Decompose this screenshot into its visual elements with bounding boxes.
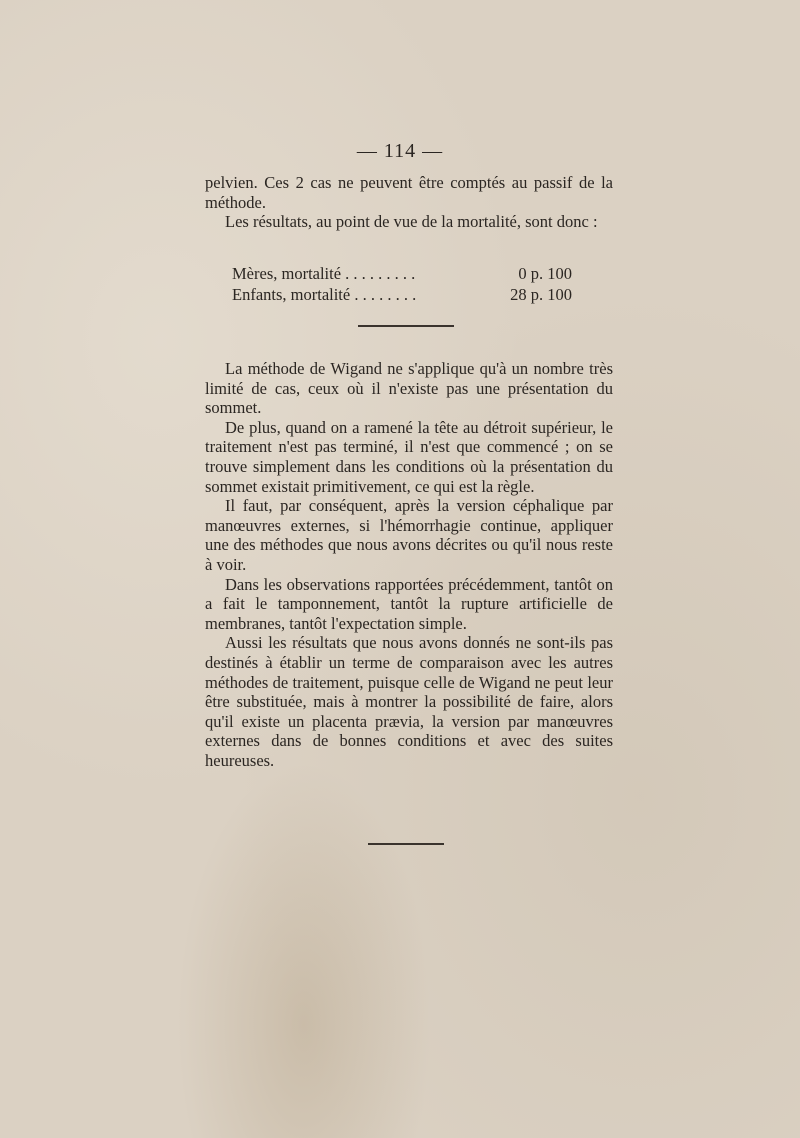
stat-value: 28 p. 100 (510, 285, 572, 304)
paragraph: Dans les observations rapportées précédemment, tantôt on a fait le tamponnement, tantôt la rupture artificielle de membranes, tantôt l'expectation simple. (205, 574, 613, 633)
paragraph: La méthode de Wigand ne s'applique qu'à un nombre très limité de cas, ceux où il n'existe pas une présentation du sommet. (205, 359, 613, 418)
end-divider (368, 843, 444, 845)
section-divider (358, 325, 454, 327)
stat-row-children (232, 284, 572, 305)
results-intro-paragraph: Les résultats, au point de vue de la mortalité, sont donc : (225, 212, 598, 232)
stat-label: Mères, mortalité . . . . . . . . . (232, 264, 416, 283)
text-block-top (205, 173, 613, 232)
mortality-stats (232, 263, 572, 305)
paragraph: Aussi les résultats que nous avons donnés ne sont-ils pas destinés à établir un terme de comparaison avec les autres méthodes de traitement, puisque celle de Wigand ne peut leur être substituée, mais à montrer la possibilité de faire, alors qu'il existe un placenta prævia, la version par manœuvres externes dans de bonnes conditions et avec des suites heureuses. (205, 633, 613, 770)
text-block-main (205, 359, 613, 770)
continuation-paragraph: pelvien. Ces 2 cas ne peuvent être comptés au passif de la méthode. (205, 173, 613, 212)
paragraph: De plus, quand on a ramené la tête au détroit supérieur, le traitement n'est pas terminé, il n'est que commencé ; on se trouve simplement dans les conditions où la présentation du sommet existait primitivement, ce qui est la règle. (205, 417, 613, 496)
paragraph: Il faut, par conséquent, après la version céphalique par manœuvres externes, si l'hémorrhagie continue, appliquer une des méthodes que nous avons décrites ou qu'il nous reste à voir. (205, 496, 613, 574)
stat-label: Enfants, mortalité . . . . . . . . (232, 285, 417, 304)
stat-row-mothers (232, 263, 572, 284)
stat-value: 0 p. 100 (518, 264, 572, 283)
page-number: — 114 — (356, 140, 444, 162)
